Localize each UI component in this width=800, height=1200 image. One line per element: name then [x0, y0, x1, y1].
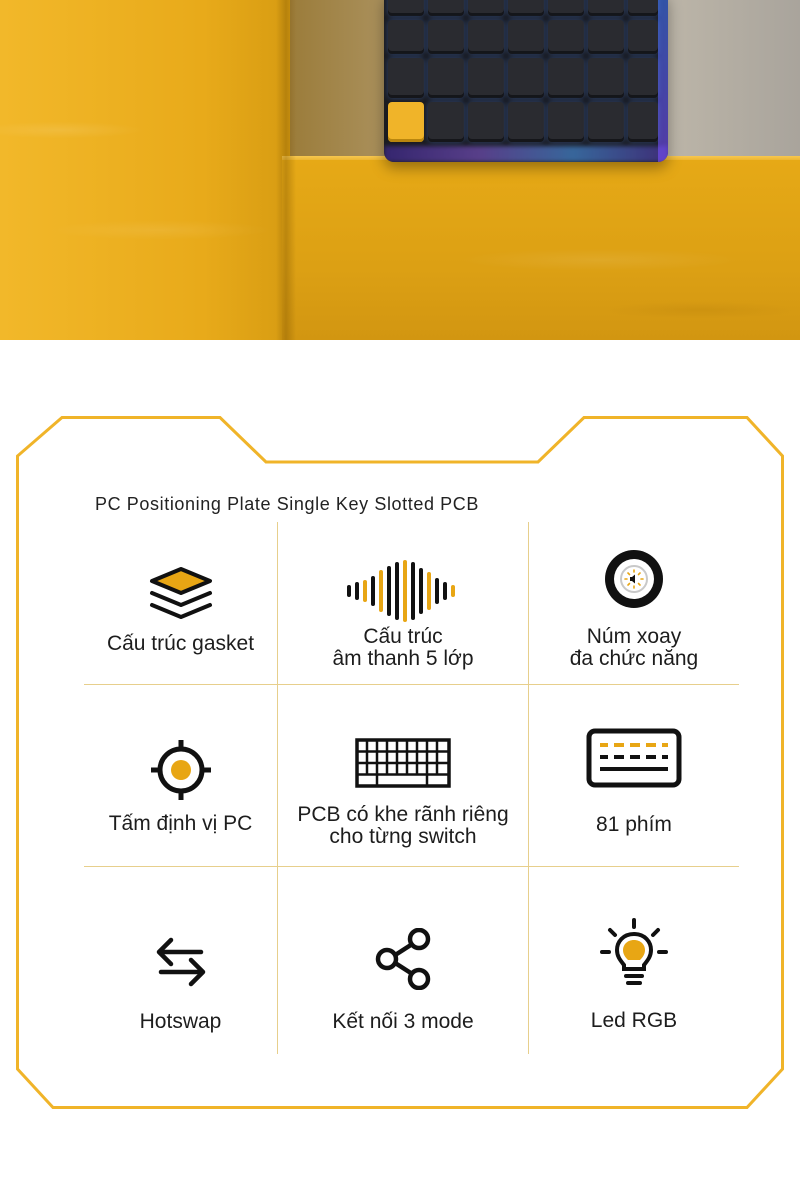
swap-arrows-icon: [153, 934, 209, 990]
keycap: [468, 102, 504, 142]
keycap: [508, 102, 544, 142]
keycap: [548, 102, 584, 142]
feature-label: PCB có khe rãnh riêng cho từng switch: [297, 803, 509, 848]
feature-label: Cấu trúc âm thanh 5 lớp: [332, 625, 474, 670]
feature-slotted-pcb: [278, 738, 528, 848]
crosshair-target-icon: [149, 738, 213, 802]
feature-3-mode-connection: [278, 928, 528, 1033]
feature-label: 81 phím: [596, 813, 672, 836]
feature-label: Hotswap: [139, 1010, 222, 1033]
keycap: [588, 20, 624, 54]
grid-divider: [84, 866, 739, 867]
layers-icon: [146, 565, 216, 623]
keycap: [428, 20, 464, 54]
keycap: [628, 0, 658, 16]
card-title: PC Positioning Plate Single Key Slotted PCB: [95, 494, 479, 514]
keycap: [388, 58, 424, 98]
keycap: [628, 102, 658, 142]
keycap: [428, 0, 464, 16]
keyboard-image: [384, 0, 668, 162]
feature-label: Led RGB: [590, 1009, 678, 1032]
keycap: [508, 20, 544, 54]
keycap: [428, 58, 464, 98]
lightbulb-icon: [598, 918, 670, 990]
keycap: [468, 20, 504, 54]
rgb-side-glow: [658, 0, 668, 162]
feature-pc-plate: [84, 738, 277, 835]
feature-label: Núm xoay đa chức năng: [569, 625, 699, 670]
grid-divider: [84, 684, 739, 685]
keycap: [388, 20, 424, 54]
feature-led-rgb: [529, 918, 739, 1032]
feature-rotary-knob: [529, 548, 739, 670]
feature-81-keys: [529, 728, 739, 836]
keycap: [588, 58, 624, 98]
feature-hotswap: [84, 934, 277, 1033]
feature-label: Kết nối 3 mode: [332, 1010, 474, 1033]
keycap: [388, 0, 424, 16]
share-nodes-icon: [373, 928, 433, 990]
sound-wave-icon: [343, 560, 463, 622]
keycap: [508, 0, 544, 16]
keycap: [588, 0, 624, 16]
keycap: [548, 20, 584, 54]
feature-gasket: [84, 565, 277, 655]
keycap: [548, 0, 584, 16]
keycap: [428, 102, 464, 142]
keycap: [468, 0, 504, 16]
keyboard-grid-icon: [355, 738, 451, 788]
keycap: [628, 58, 658, 98]
feature-label: Tấm định vị PC: [108, 812, 253, 835]
rgb-underglow: [384, 146, 668, 162]
keycap: [548, 58, 584, 98]
keycap: [588, 102, 624, 142]
keyboard-icon: [586, 728, 682, 788]
esc-keycap: [388, 102, 424, 142]
rotary-knob-icon: [603, 548, 665, 610]
keycap: [508, 58, 544, 98]
feature-sound-5-layers: [278, 560, 528, 670]
keycap: [468, 58, 504, 98]
hero-product-photo: [0, 0, 800, 340]
feature-label: Cấu trúc gasket: [106, 632, 255, 655]
keycap: [628, 20, 658, 54]
